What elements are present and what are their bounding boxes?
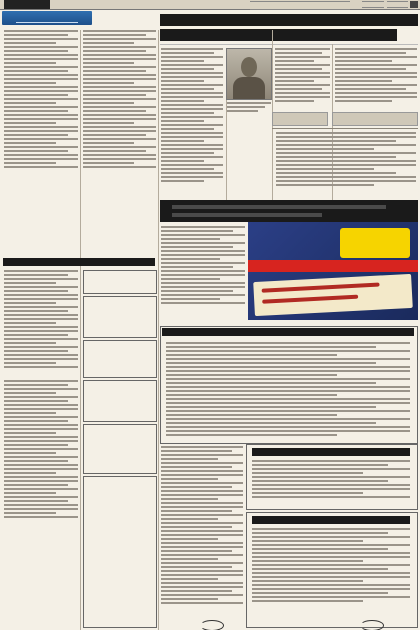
lead-story-body: [161, 48, 223, 184]
cooperative-logo: [272, 112, 328, 124]
lead-story-body: [335, 48, 417, 104]
dateline: [250, 1, 350, 10]
photo-figure: [233, 77, 265, 99]
main-headline: [160, 12, 418, 45]
signature: [360, 620, 384, 630]
classified-ad: [83, 340, 157, 378]
story-body: [4, 270, 78, 370]
poster-dates: [340, 228, 410, 258]
masthead-strip: [0, 0, 420, 10]
notice-heading: [162, 328, 414, 336]
signature: [200, 620, 224, 630]
section-headline-band: [160, 200, 418, 222]
divider: [272, 128, 418, 129]
social-notes-column: [4, 30, 78, 170]
classified-ad: [83, 476, 157, 628]
page-number: [410, 1, 418, 8]
classified-ad: [83, 424, 157, 474]
story-body: [161, 226, 245, 306]
story-headline: [3, 258, 155, 266]
column-rule: [226, 100, 227, 200]
legal-notice-body: [252, 528, 410, 604]
classified-ad: [83, 380, 157, 422]
section-banner-lettering: [16, 14, 78, 23]
assembly-notice: [276, 132, 416, 188]
section-banner-sociales: [2, 11, 92, 25]
poster-title-scrawl: [253, 274, 413, 316]
legal-notice-body: [252, 460, 410, 500]
section-tabs: [362, 1, 408, 8]
photo-caption: [227, 102, 271, 114]
legal-notice-heading: [252, 516, 410, 524]
story-body: [161, 446, 243, 606]
lead-story-body: [275, 48, 330, 104]
cooperative-logo: [332, 112, 418, 124]
theatre-advertisement: [248, 222, 418, 320]
notice-body: [166, 342, 410, 438]
legal-notice-heading: [252, 448, 410, 456]
newspaper-logo: [4, 0, 50, 9]
portrait-photo: [226, 48, 272, 100]
column-rule: [158, 30, 159, 630]
poster-venue-band: [248, 260, 418, 272]
column-rule: [80, 30, 81, 630]
classified-ad: [83, 296, 157, 338]
social-notes-column: [83, 30, 156, 170]
classified-ad: [83, 270, 157, 294]
story-body: [4, 380, 78, 520]
photo-face: [241, 57, 257, 77]
